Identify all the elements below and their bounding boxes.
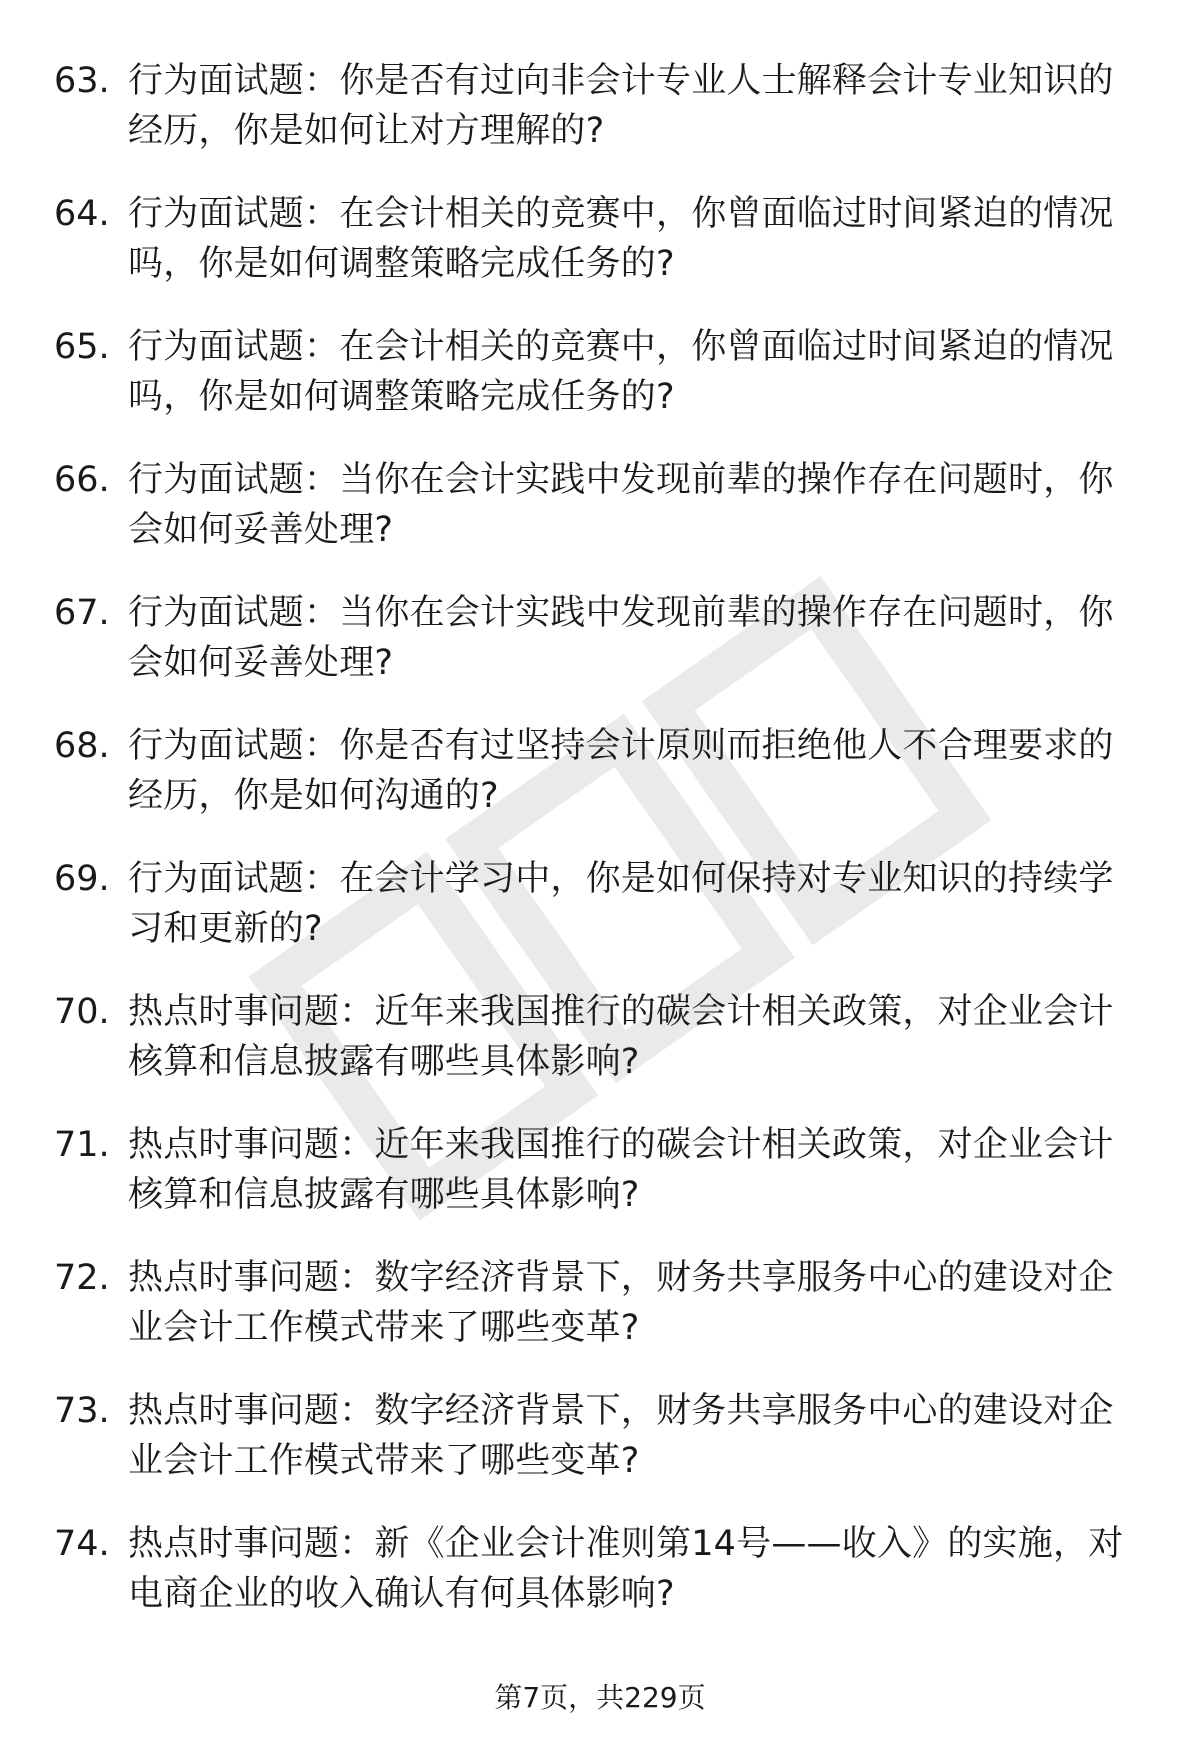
question-item-72: [0, 1253, 1200, 1386]
question-item-67: [0, 588, 1200, 721]
question-text: 热点时事问题：近年来我国推行的碳会计相关政策，对企业会计核算和信息披露有哪些具体影响?: [128, 992, 1114, 1082]
question-item-71: [0, 1120, 1200, 1253]
question-text: 热点时事问题：近年来我国推行的碳会计相关政策，对企业会计核算和信息披露有哪些具体影响?: [128, 1125, 1114, 1215]
question-number: 66.: [54, 460, 110, 500]
question-text: 热点时事问题：数字经济背景下，财务共享服务中心的建设对企业会计工作模式带来了哪些变革?: [128, 1258, 1114, 1348]
question-number: 69.: [54, 859, 110, 899]
question-text: 行为面试题：当你在会计实践中发现前辈的操作存在问题时，你会如何妥善处理?: [128, 460, 1114, 550]
question-text: 行为面试题：在会计相关的竞赛中，你曾面临过时间紧迫的情况吗，你是如何调整策略完成任务的?: [128, 327, 1114, 417]
question-text: 行为面试题：你是否有过坚持会计原则而拒绝他人不合理要求的经历，你是如何沟通的?: [128, 726, 1114, 816]
question-text: 行为面试题：在会计相关的竞赛中，你曾面临过时间紧迫的情况吗，你是如何调整策略完成任务的?: [128, 194, 1114, 284]
question-item-65: [0, 322, 1200, 455]
question-text: 热点时事问题：数字经济背景下，财务共享服务中心的建设对企业会计工作模式带来了哪些变革?: [128, 1391, 1114, 1481]
question-item-69: [0, 854, 1200, 987]
question-number: 67.: [54, 593, 110, 633]
question-number: 70.: [54, 992, 110, 1032]
question-number: 71.: [54, 1125, 110, 1165]
question-number: 74.: [54, 1524, 110, 1564]
question-number: 65.: [54, 327, 110, 367]
page-footer: [0, 1678, 1200, 1718]
question-text: 行为面试题：在会计学习中，你是如何保持对专业知识的持续学习和更新的?: [128, 859, 1114, 949]
question-number: 63.: [54, 61, 110, 101]
question-item-64: [0, 189, 1200, 322]
question-text: 热点时事问题：新《企业会计准则第14号——收入》的实施，对电商企业的收入确认有何具体影响?: [128, 1524, 1124, 1614]
question-number: 73.: [54, 1391, 110, 1431]
question-number: 72.: [54, 1258, 110, 1298]
question-number: 68.: [54, 726, 110, 766]
question-text: 行为面试题：你是否有过向非会计专业人士解释会计专业知识的经历，你是如何让对方理解的?: [128, 61, 1114, 151]
page-number-label: 第7页，共229页: [494, 1681, 706, 1714]
question-item-66: [0, 455, 1200, 588]
question-list: [0, 56, 1200, 1652]
question-item-73: [0, 1386, 1200, 1519]
question-text: 行为面试题：当你在会计实践中发现前辈的操作存在问题时，你会如何妥善处理?: [128, 593, 1114, 683]
question-number: 64.: [54, 194, 110, 234]
question-item-63: [0, 56, 1200, 189]
question-item-68: [0, 721, 1200, 854]
question-item-70: [0, 987, 1200, 1120]
question-item-74: [0, 1519, 1200, 1652]
